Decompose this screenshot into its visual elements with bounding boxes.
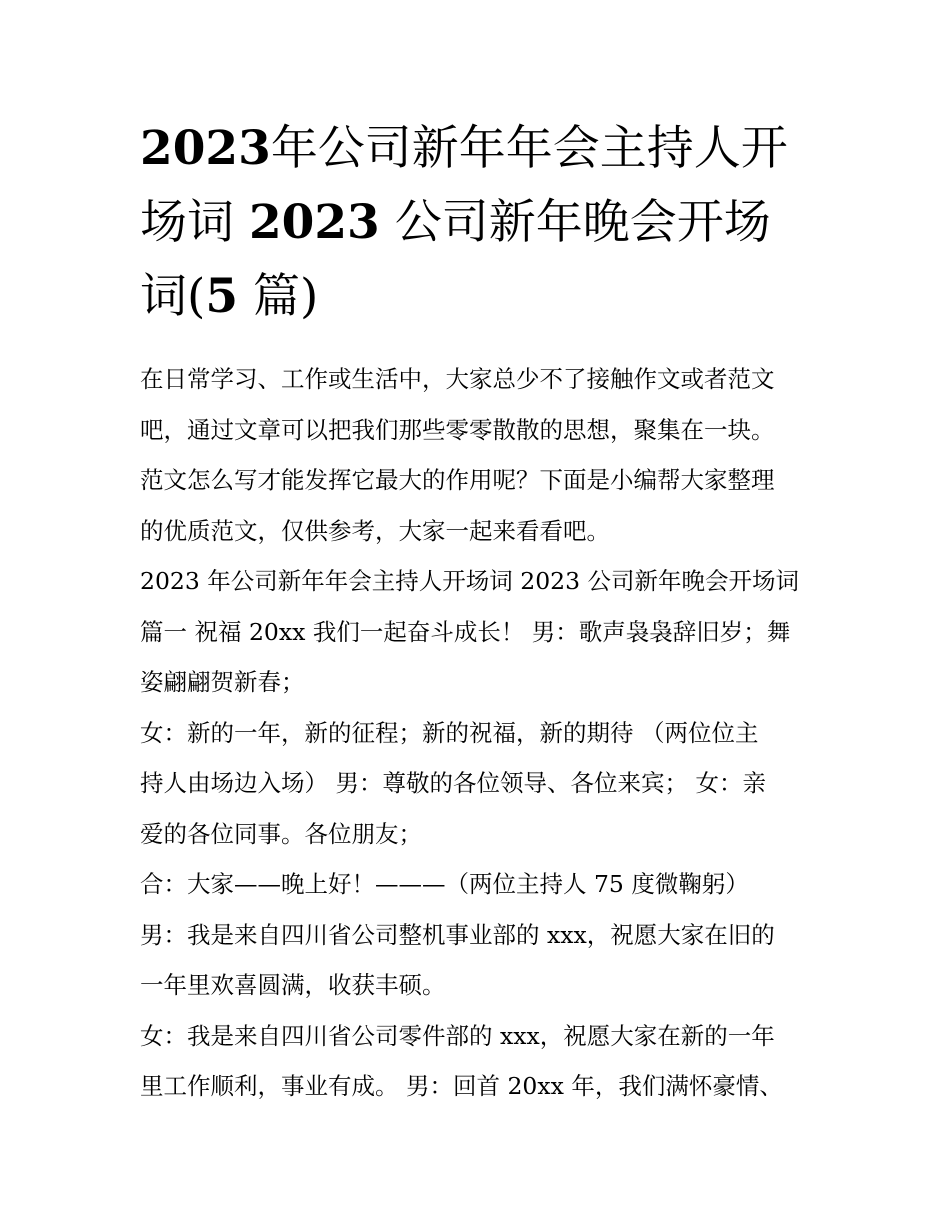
body-line: 姿翩翩贺新春； [140,668,305,696]
body-line: 爱的各位同事。各位朋友； [140,819,422,848]
body-line: 里工作顺利，事业有成。 男：回首 20xx 年，我们满怀豪情、 [140,1072,783,1100]
body-line: 女：我是来自四川省公司零件部的 xxx，祝愿大家在新的一年 [140,1021,775,1050]
title-text: 公司新年晚会开场 [394,195,771,250]
body-line: 合：大家——晚上好！———（两位主持人 75 度微鞠躬） [140,870,749,898]
title-line-3 [140,260,820,334]
document-title [140,112,820,334]
document-body [140,354,830,1112]
body-line: 2023 年公司新年年会主持人开场词 2023 公司新年晚会开场词 [140,567,800,595]
title-text: 词( [140,269,206,324]
body-line: 范文怎么写才能发挥它最大的作用呢？下面是小编帮大家整理 [140,466,775,494]
body-line: 一年里欢喜圆满，收获丰硕。 [140,971,446,999]
title-text: 场词 [140,195,234,250]
body-line: 在日常学习、工作或生活中，大家总少不了接触作文或者范文 [140,365,775,393]
body-line: 女：新的一年，新的征程；新的祝福，新的期待 （两位位主 [140,718,759,747]
body-line: 男：我是来自四川省公司整机事业部的 xxx，祝愿大家在旧的 [140,920,775,949]
title-year: 2023 [248,195,380,250]
title-line-1 [140,112,820,186]
body-line: 篇一 祝福 20xx 我们一起奋斗成长！ 男：歌声袅袅辞旧岁；舞 [140,617,791,646]
title-text: 篇) [253,269,319,324]
title-line-2 [140,186,820,260]
title-count: 5 [205,269,239,324]
body-line: 持人由场边入场） 男：尊敬的各位领导、各位来宾； 女：亲 [140,769,766,797]
body-line: 吧，通过文章可以把我们那些零零散散的思想，聚集在一块。 [140,415,775,444]
body-line: 的优质范文，仅供参考，大家一起来看看吧。 [140,516,610,545]
title-text: 年公司新年年会主持人开 [270,121,788,176]
title-year: 2023 [140,121,271,176]
